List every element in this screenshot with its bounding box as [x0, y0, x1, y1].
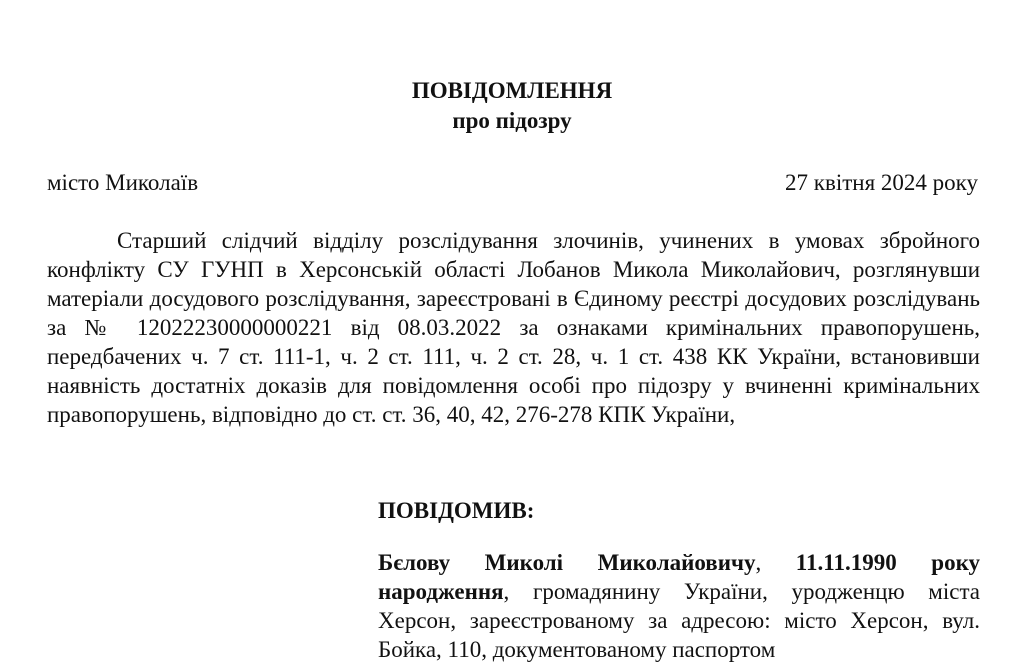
notified-heading: ПОВІДОМИВ: [378, 498, 535, 523]
document-title: ПОВІДОМЛЕННЯ [411, 78, 613, 103]
suspect-birth-date: 11.11.1990 року народження [378, 550, 980, 604]
document-body-paragraph: Старший слідчий відділу розслідування злочинів, учинених в умовах збройного конфлікту СУ ГУНП в Херсонській області Лобанов Микола Миколайович, розглянувши матеріали досудового розслідування, зареєстровані в Єдиному реєстрі досудових розслідувань за № 12022230000000221 від 08.03.2022 за ознаками кримінальних правопорушень, передбачених ч. 7 ст. 111-1, ч. 2 ст. 111, ч. 2 ст. 28, ч. 1 ст. 438 КК України, встановивши наявність достатніх доказів для повідомлення особі про підозру у вчиненні кримінальних правопорушень, відповідно до ст. ст. 36, 40, 42, 276-278 КПК України, [47, 228, 980, 427]
suspect-name: Бєлову Миколі Миколайовичу [378, 550, 756, 575]
suspect-paragraph [378, 548, 980, 664]
document-subtitle: про підозру [452, 108, 572, 133]
suspect-separator: , [755, 550, 796, 575]
document-date: 27 квітня 2024 року [785, 170, 978, 195]
suspect-details: , громадянину України, уродженцю міста Херсон, зареєстрованому за адресою: місто Херсон, вул. Бойка, 110, документованому паспортом [378, 579, 980, 662]
document-place: місто Миколаїв [47, 170, 199, 195]
